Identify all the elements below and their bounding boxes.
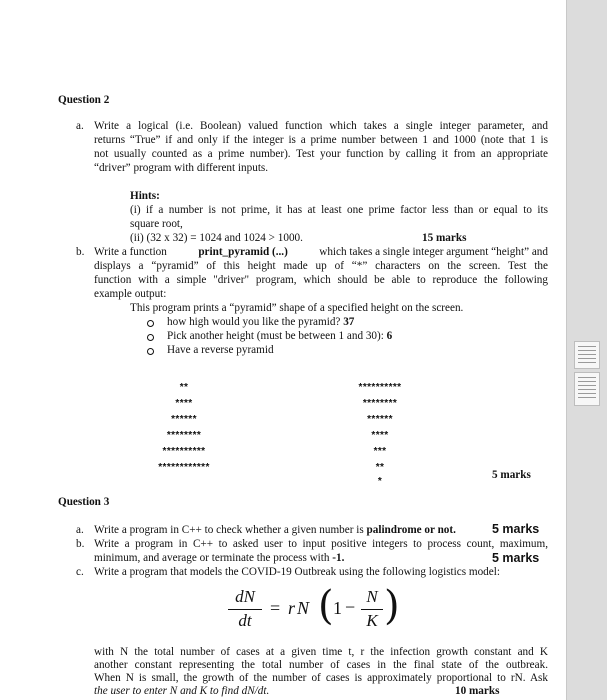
q3a-text-pre: Write a program in C++ to check whether a given number is [94,524,364,536]
q3b-line-1: Write a program in C++ to asked user to input positive integers to process count, maximum, [94,538,548,550]
bullet-circle [147,334,154,341]
q2b-marks: 5 marks [492,469,531,481]
eq-equals: = [270,598,281,618]
hint-1-line-1: (i) if a number is not prime, it has at least one prime factor less than or equal to its [130,204,548,216]
q3b-marks: 5 marks [492,551,540,565]
eq-open-paren: ( [318,583,334,629]
q3c-label: c. [76,566,84,578]
hint-2: (ii) (32 x 32) = 1024 and 1024 > 1000. [130,232,303,244]
q2a-line-1: Write a logical (i.e. Boolean) valued function which takes a single integer parameter, and [94,120,548,132]
reverse-pyramid-row: ********** [358,382,402,393]
q3b-line-2-bold: -1. [332,552,345,564]
q2a-marks: 15 marks [422,232,467,244]
page-thumbnail[interactable] [574,341,600,369]
reverse-pyramid-row: **** [371,430,389,441]
page-thumbnail[interactable] [574,372,600,406]
pyramid-row: ********** [162,446,206,457]
bullet-3-text: Have a reverse pyramid [167,344,274,356]
hint-1-line-2: square root, [130,218,183,230]
bullet-2-text: Pick another height (must be between 1 and 30): [167,330,384,342]
bullet-circle [147,320,154,327]
q3b-label: b. [76,538,85,550]
eq-inner-fraction-bar [361,609,383,610]
eq-r: r [288,598,296,618]
bullet-3 [167,344,274,357]
q2a-label: a. [76,120,84,132]
question-2-title: Question 2 [58,94,110,106]
bullet-2-value: 6 [386,330,393,342]
pyramid-row: **** [175,398,193,409]
q3a-text [94,524,456,537]
q3c-para-line-1: with N the total number of cases at a given time t, r the infection growth constant and K [94,646,548,658]
eq-close-paren: ) [384,583,400,629]
q3a-marks: 5 marks [492,522,540,536]
q3b-line-2 [94,552,344,565]
bullet-1 [167,316,354,329]
q2b-line-1-post: which takes a single integer argument “height” and [319,246,548,258]
eq-fraction-bar [228,609,262,610]
eq-frac-numerator: N [366,587,378,606]
eq-one: 1 [333,598,342,618]
pyramid-row: ******** [166,430,202,441]
pyramid-row: ************ [158,462,210,473]
bullet-1-value: 37 [343,316,355,328]
example-intro: This program prints a “pyramid” shape of a specified height on the screen. [130,302,464,314]
eq-lhs-numerator: dN [235,587,255,606]
bullet-1-text: how high would you like the pyramid? [167,316,341,328]
hints-title: Hints: [130,190,160,202]
reverse-pyramid-row: ** [375,462,385,473]
q2b-line-4: example output: [94,288,167,300]
q2b-line-2: displays a “pyramid” of this height made up of “*” characters on the screen. Test the [94,260,548,272]
question-3-title: Question 3 [58,496,110,508]
q3b-line-2-pre: minimum, and average or terminate the process with [94,552,330,564]
q2b-line-1 [94,246,548,259]
q2b-line-1-pre: Write a function [94,246,167,258]
q3c-text: Write a program that models the COVID-19 Outbreak using the following logistics model: [94,566,500,578]
eq-minus: − [345,597,356,617]
pyramid-row: ** [179,382,189,393]
q2b-line-3: function with a simple "driver" program, which should be able to reproduce the following [94,274,548,286]
q3c-marks: 10 marks [455,685,500,697]
q2b-function-name: print_pyramid (...) [198,246,288,258]
eq-N: N [297,598,310,618]
eq-lhs-denominator: dt [238,611,252,630]
q3c-para-line-2: another constant representing the total number of cases in the final state of the outbreak. [94,659,548,671]
reverse-pyramid-row: *** [373,446,387,457]
q2a-line-3: not usually counted as a prime number). Test your function by calling it from an appropriate [94,148,548,160]
bullet-2 [167,330,392,343]
reverse-pyramid-row: ******** [362,398,398,409]
reverse-pyramid-row: * [377,476,383,487]
q2a-line-4: “driver” program with different inputs. [94,162,269,174]
reverse-pyramid-row: ****** [367,414,393,425]
q3c-para-line-3: When N is small, the growth of the number of cases is approximately proportional to rN. Ask [94,672,548,684]
eq-frac-denominator: K [366,611,378,630]
q2a-line-2: returns “True” if and only if the integer is a prime number between 1 and 1000 (note that 1 is [94,134,548,146]
pyramid-row: ****** [171,414,197,425]
q3a-label: a. [76,524,84,536]
q3a-text-bold: palindrome or not. [366,524,456,536]
q3c-last-line: the user to enter N and K to find dN/dt. [94,685,270,697]
q2b-label: b. [76,246,85,258]
bullet-circle [147,348,154,355]
